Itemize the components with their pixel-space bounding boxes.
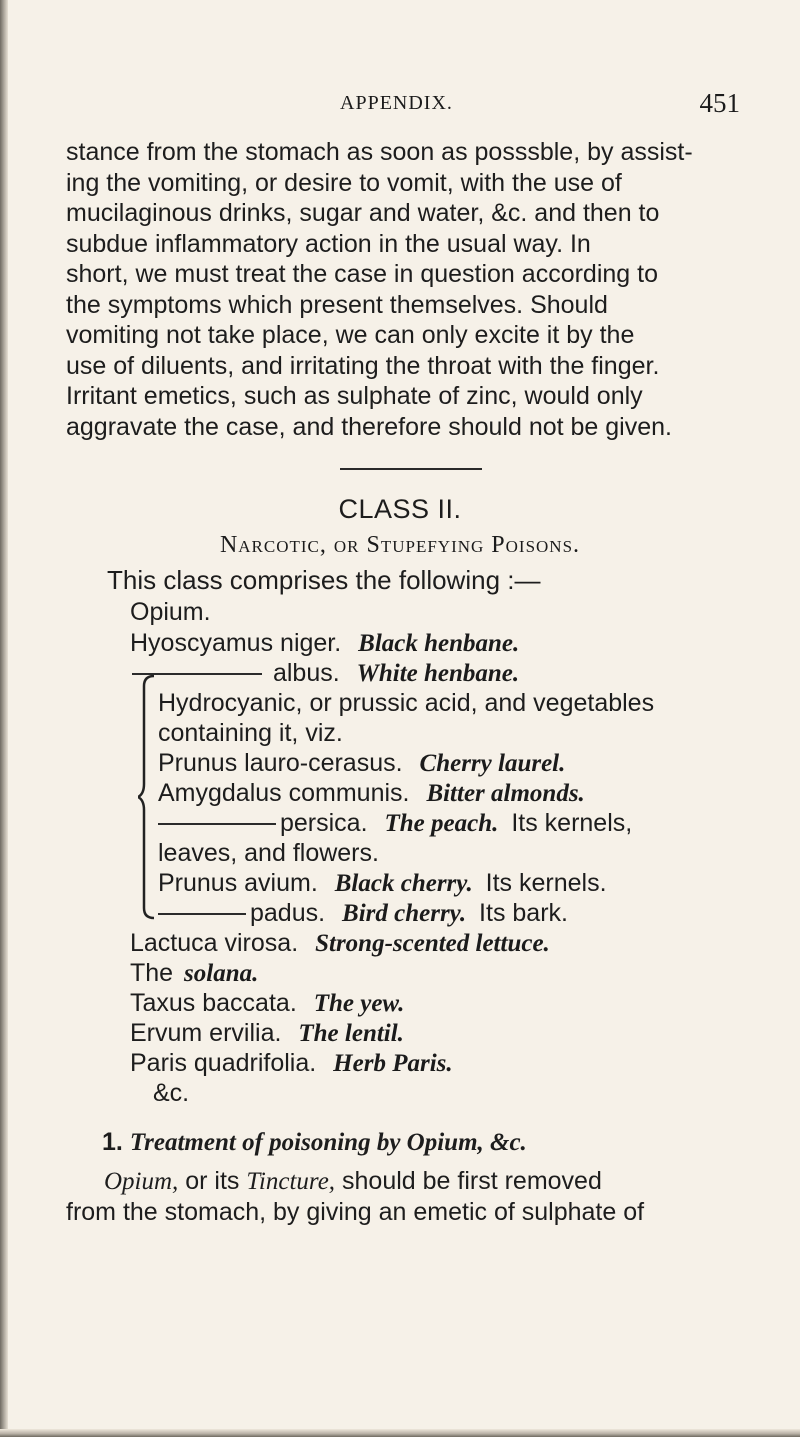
list-item-opium: Opium. (130, 598, 211, 626)
ditto-dash (158, 913, 246, 915)
list-item-hydrocyanic: Hydrocyanic, or prussic acid, and vegetables (158, 689, 655, 717)
list-item-padus: padus. Bird cherry. Its bark. (158, 898, 568, 929)
list-item-taxus: Taxus baccata. The yew. (130, 989, 405, 1017)
list-item-amygdalus: Amygdalus communis. Bitter almonds. (158, 779, 585, 807)
intro-line: This class comprises the following :— (107, 565, 541, 595)
list-item-persica: persica. The peach. Its kernels, (158, 808, 632, 839)
page-number: 451 (699, 88, 740, 118)
paragraph-line: mucilaginous drinks, sugar and water, &c. and then to (66, 199, 660, 227)
paragraph-line: short, we must treat the case in question according to (66, 260, 658, 288)
left-brace-bracket (138, 674, 158, 920)
class-heading: CLASS II. (338, 494, 462, 524)
list-item-etc: &c. (153, 1079, 190, 1107)
running-head: APPENDIX. (340, 92, 453, 114)
list-item-paris: Paris quadrifolia. Herb Paris. (130, 1049, 453, 1077)
list-item-lactuca: Lactuca virosa. Strong-scented lettuce. (130, 929, 550, 957)
paragraph-line: Irritant emetics, such as sulphate of zinc, would only (66, 382, 643, 410)
list-item-albus: albus. White henbane. (132, 658, 519, 689)
body-paragraph (66, 137, 751, 442)
paragraph-line: subdue inflammatory action in the usual way. In (66, 229, 591, 258)
list-item-ervum: Ervum ervilia. The lentil. (130, 1019, 404, 1047)
paragraph-line: vomiting not take place, we can only excite it by the (66, 321, 635, 349)
final-paragraph-line: from the stomach, by giving an emetic of sulphate of (66, 1198, 645, 1226)
list-item-persica-cont: leaves, and flowers. (158, 839, 379, 867)
list-item-hyoscyamus: Hyoscyamus niger. Black henbane. (130, 629, 520, 657)
treatment-heading: 1. Treatment of poisoning by Opium, &c. (102, 1128, 527, 1156)
list-item-prunus-avium: Prunus avium. Black cherry. Its kernels. (158, 869, 607, 897)
list-item-solana: The solana. (130, 959, 259, 987)
paragraph-line: stance from the stomach as soon as posssble, by assist- (66, 138, 693, 166)
list-item-prunus-lauro: Prunus lauro-cerasus. Cherry laurel. (158, 749, 566, 777)
section-divider-rule (340, 468, 482, 470)
final-paragraph (66, 1166, 756, 1227)
book-binding-edge (0, 0, 8, 1437)
paragraph-line: the symptoms which present themselves. Should (66, 290, 608, 319)
list-item-hydrocyanic-cont: containing it, viz. (158, 719, 343, 747)
paragraph-line: use of diluents, and irritating the throat with the finger. (66, 351, 660, 380)
final-paragraph-line: Opium, or its Tincture, should be first removed (104, 1167, 602, 1195)
paragraph-line: ing the vomiting, or desire to vomit, with the use of (66, 168, 622, 197)
ditto-dash (158, 823, 276, 825)
paragraph-line: aggravate the case, and therefore should not be given. (66, 412, 672, 441)
section-title: Narcotic, or Stupefying Poisons. (219, 532, 581, 558)
page-bottom-edge (0, 1429, 800, 1437)
